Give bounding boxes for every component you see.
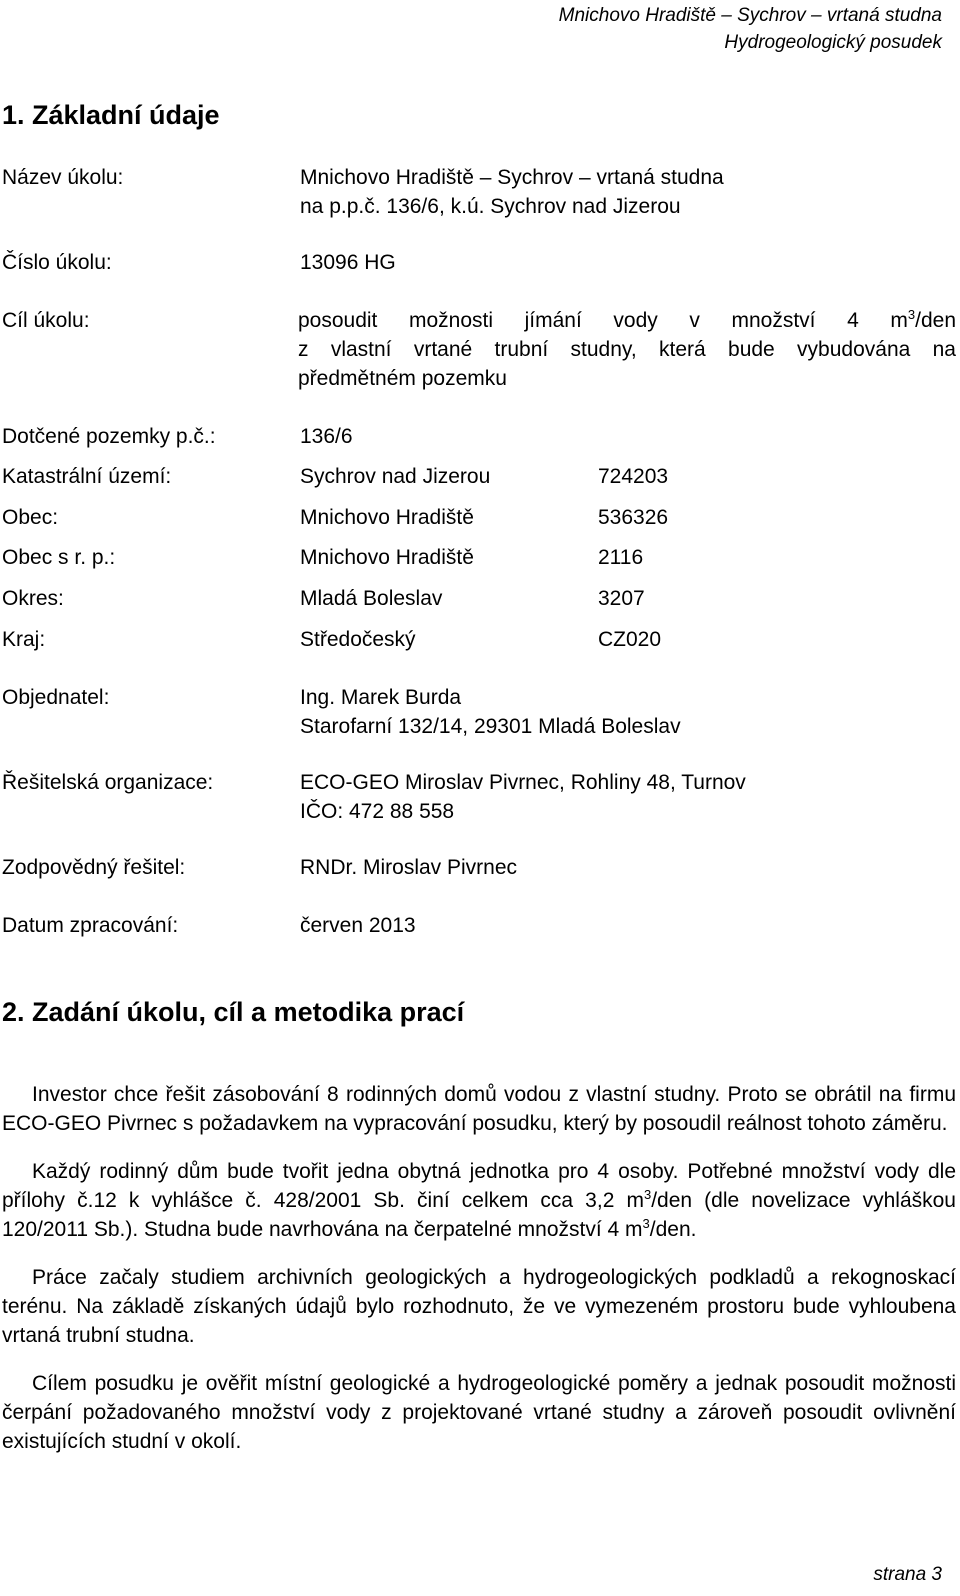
section-2-body [2, 1080, 956, 1475]
organization-value: ECO-GEO Miroslav Pivrnec, Rohliny 48, Turnov [300, 771, 746, 794]
page-header [559, 2, 942, 56]
responsible-value: RNDr. Miroslav Pivrnec [300, 856, 518, 879]
parcels-label: Dotčené pozemky p.č.: [2, 425, 216, 448]
task-goal-line-2: z vlastní vrtané trubní studny, která bude vybudována na [298, 338, 956, 361]
region-value: Středočeský [300, 628, 416, 651]
municipality-ext-label: Obec s r. p.: [2, 546, 116, 569]
page-number: strana 3 [873, 1564, 942, 1585]
cadastral-code: 724203 [598, 465, 669, 488]
district-value: Mladá Boleslav [300, 587, 443, 610]
cadastral-value: Sychrov nad Jizerou [300, 465, 491, 488]
date-label: Datum zpracování: [2, 914, 179, 937]
paragraph-3: Práce začaly studiem archivních geologických a hydrogeologických podkladů a rekognoskací terénu. Na základě získaných údajů bylo rozhodnuto, že ve vymezeném prostoru bude vyhloubena vrtaná trubní studna. [2, 1266, 956, 1347]
district-code: 3207 [598, 587, 645, 610]
task-goal-line-1: posoudit možnosti jímání vody v množství 4 $m^3$/den [298, 307, 956, 332]
parcels-value: 136/6 [300, 425, 353, 448]
date-value: červen 2013 [300, 914, 416, 937]
municipality-label: Obec: [2, 506, 59, 529]
paragraph-4: Cílem posudku je ověřit místní geologické a hydrogeologické poměry a jednak posoudit možnosti čerpání požadovaného množství vody z projektované vrtané studny a zároveň posoudit ovlivnění existujících studní v okolí. [2, 1372, 956, 1453]
task-name-value-1: Mnichovo Hradiště – Sychrov – vrtaná studna [300, 166, 724, 189]
client-address: Starofarní 132/14, 29301 Mladá Boleslav [300, 715, 681, 738]
task-number-label: Číslo úkolu: [2, 251, 112, 274]
municipality-code: 536326 [598, 506, 669, 529]
district-label: Okres: [2, 587, 64, 610]
task-name-value-2: na p.p.č. 136/6, k.ú. Sychrov nad Jizerou [300, 195, 681, 218]
region-label: Kraj: [2, 628, 46, 651]
header-subtitle: Hydrogeologický posudek [724, 32, 942, 53]
section-2-heading: 2. Zadání úkolu, cíl a metodika prací [2, 997, 465, 1027]
task-goal-line-3: předmětném pozemku [298, 367, 507, 390]
section-1-heading: 1. Základní údaje [2, 100, 220, 130]
cadastral-label: Katastrální území: [2, 465, 172, 488]
client-label: Objednatel: [2, 686, 110, 709]
task-goal-label: Cíl úkolu: [2, 309, 90, 332]
organization-label: Řešitelská organizace: [2, 771, 214, 794]
paragraph-1: Investor chce řešit zásobování 8 rodinných domů vodou z vlastní studny. Proto se obrátil na firmu ECO-GEO Pivrnec s požadavkem na vypracování posudku, který by posoudil reálnost tohoto záměru. [2, 1083, 956, 1135]
municipality-ext-value: Mnichovo Hradiště [300, 546, 474, 569]
task-number-value: 13096 HG [300, 251, 396, 274]
region-code: CZ020 [598, 628, 662, 651]
header-title: Mnichovo Hradiště – Sychrov – vrtaná studna [558, 5, 942, 26]
organization-ico: IČO: 472 88 558 [300, 800, 455, 823]
task-name-label: Název úkolu: [2, 166, 124, 189]
municipality-ext-code: 2116 [598, 546, 644, 569]
responsible-label: Zodpovědný řešitel: [2, 856, 186, 879]
paragraph-2: Každý rodinný dům bude tvořit jedna obytná jednotka pro 4 osoby. Potřebné množství vody dle přílohy č.12 k vyhlášce č. 428/2001 Sb. činí celkem cca 3,2 $m^3$/den (dle novelizace vyhláškou 120/2011 Sb.). Studna bude navrhována na čerpatelné množství 4 $m^3$/den. [2, 1160, 956, 1241]
client-name: Ing. Marek Burda [300, 686, 462, 709]
municipality-value: Mnichovo Hradiště [300, 506, 474, 529]
